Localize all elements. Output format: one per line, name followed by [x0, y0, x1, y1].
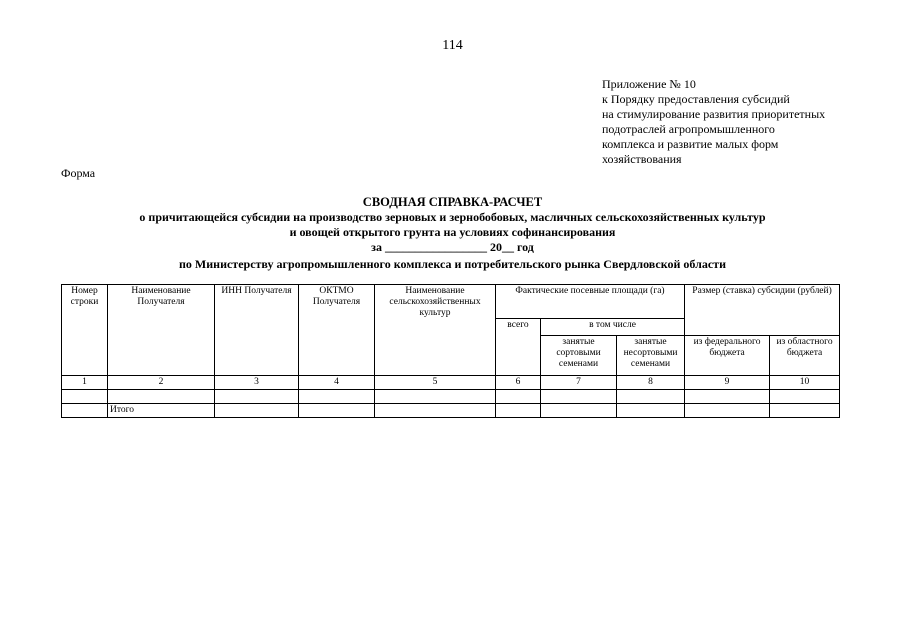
- header-inn: ИНН Получателя: [215, 285, 299, 376]
- column-number: 7: [541, 376, 617, 390]
- table-cell: [685, 404, 770, 418]
- table-row: [62, 390, 840, 404]
- table-cell: [375, 390, 496, 404]
- table-cell: [215, 390, 299, 404]
- table-cell: [62, 404, 108, 418]
- header-crop-name: Наименование сельскохозяйственных культур: [375, 285, 496, 376]
- table-cell: [617, 390, 685, 404]
- table-cell: [541, 390, 617, 404]
- appendix-line: к Порядку предоставления субсидий: [602, 92, 790, 106]
- document-subtitle-line-1: о причитающейся субсидии на производство зерновых и зернобобовых, масличных сельскохозяйственных культур: [139, 210, 766, 224]
- document-title: СВОДНАЯ СПРАВКА-РАСЧЕТ: [362, 195, 543, 209]
- header-area-total: всего: [496, 319, 541, 376]
- page-number: 114: [442, 38, 463, 53]
- ministry-line: по Министерству агропромышленного комплекса и потребительского рынка Свердловской области: [179, 257, 726, 271]
- report-period: за _________________ 20__ год: [371, 240, 534, 254]
- column-number: 2: [108, 376, 215, 390]
- column-number: 4: [299, 376, 375, 390]
- appendix-line: на стимулирование развития приоритетных: [602, 107, 826, 121]
- appendix-note: [602, 77, 892, 167]
- column-number: 6: [496, 376, 541, 390]
- table-cell: [215, 404, 299, 418]
- total-label: Итого: [108, 404, 215, 418]
- table-cell: [541, 404, 617, 418]
- header-oktmo: ОКТМО Получателя: [299, 285, 375, 376]
- header-including: в том числе: [541, 319, 685, 336]
- column-number: 5: [375, 376, 496, 390]
- table-cell: [299, 390, 375, 404]
- header-federal-budget: из федерального бюджета: [685, 336, 770, 376]
- header-subsidy-amount: Размер (ставка) субсидии (рублей): [685, 285, 840, 336]
- table-cell: [62, 390, 108, 404]
- column-number: 9: [685, 376, 770, 390]
- table-cell: [617, 404, 685, 418]
- table-cell: [770, 404, 840, 418]
- header-varietal-seeds: занятые сортовыми семенами: [541, 336, 617, 376]
- header-row-number: Номер строки: [62, 285, 108, 376]
- appendix-line: комплекса и развитие малых форм: [602, 137, 779, 151]
- table-cell: [496, 404, 541, 418]
- header-non-varietal-seeds: занятые несортовыми семенами: [617, 336, 685, 376]
- column-number: 1: [62, 376, 108, 390]
- column-number: 10: [770, 376, 840, 390]
- column-number-row: [62, 376, 840, 390]
- table-cell: [770, 390, 840, 404]
- total-row: [62, 404, 840, 418]
- column-number: 8: [617, 376, 685, 390]
- form-label: Форма: [61, 166, 96, 180]
- appendix-line: хозяйствования: [602, 152, 682, 166]
- table-cell: [375, 404, 496, 418]
- document-subtitle-line-2: и овощей открытого грунта на условиях софинансирования: [289, 225, 616, 239]
- table-cell: [299, 404, 375, 418]
- table-cell: [685, 390, 770, 404]
- column-number: 3: [215, 376, 299, 390]
- table-cell: [496, 390, 541, 404]
- header-regional-budget: из областного бюджета: [770, 336, 840, 376]
- header-recipient-name: Наименование Получателя: [108, 285, 215, 376]
- document-heading: [0, 195, 905, 272]
- table-cell: [108, 390, 215, 404]
- appendix-line: Приложение № 10: [602, 77, 696, 91]
- report-table: [61, 284, 840, 418]
- appendix-line: подотраслей агропромышленного: [602, 122, 775, 136]
- header-sown-area: Фактические посевные площади (га): [496, 285, 685, 319]
